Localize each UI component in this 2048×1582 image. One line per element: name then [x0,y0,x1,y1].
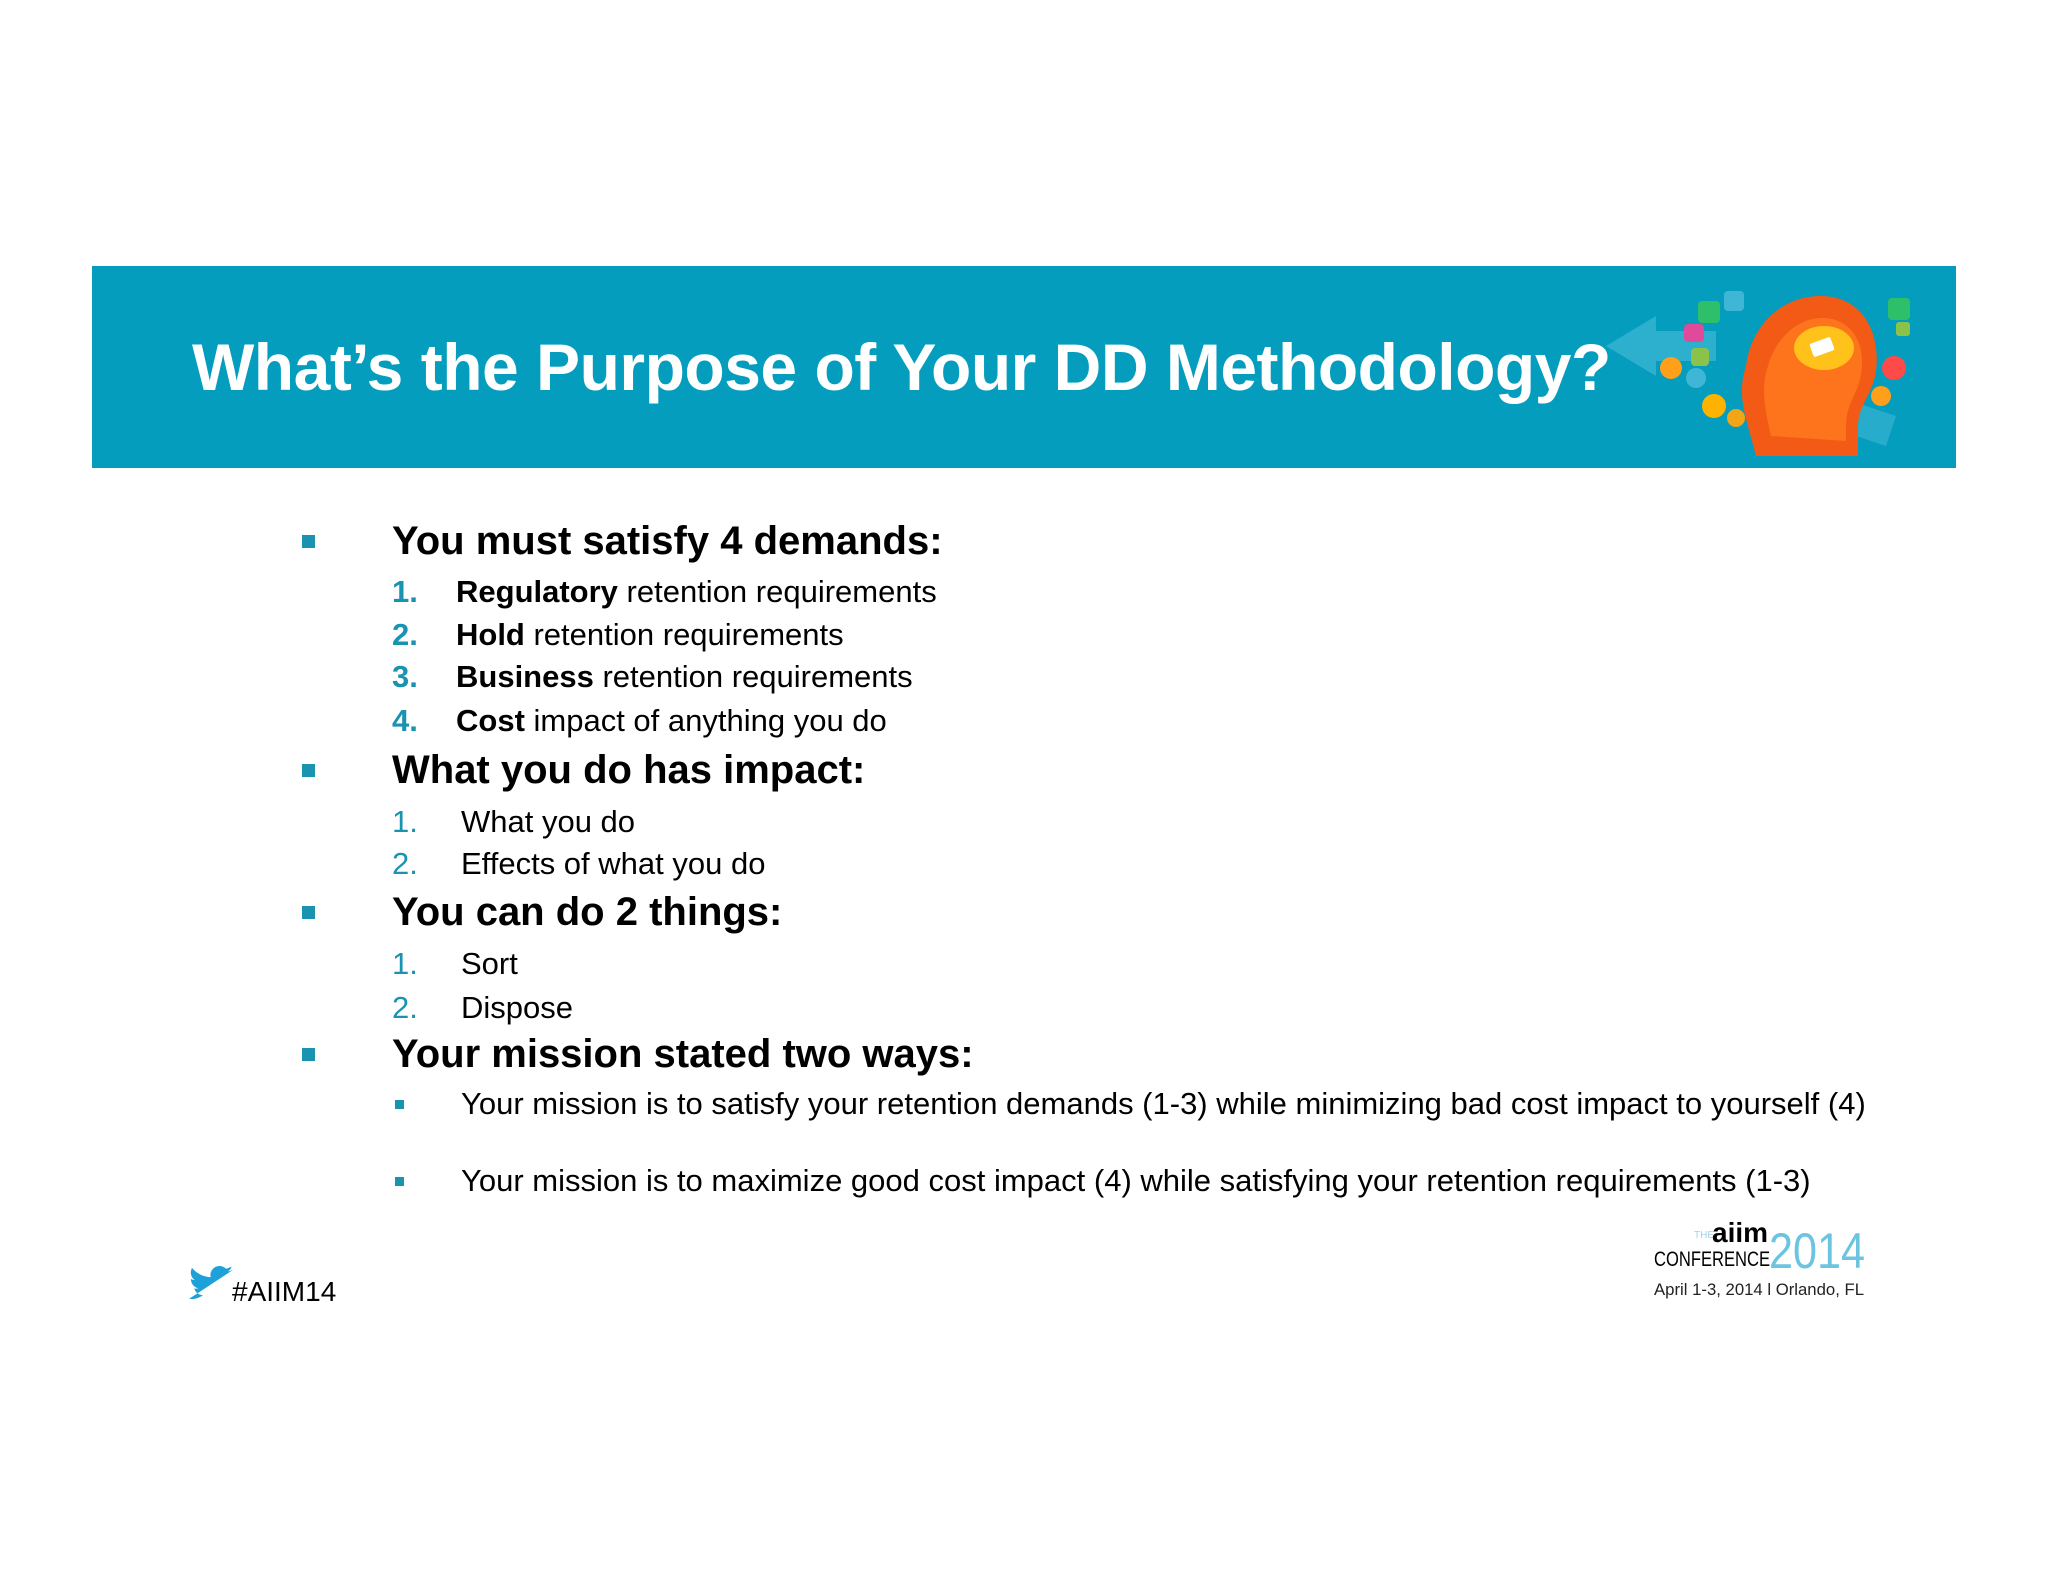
brain-head-icon [1596,276,1926,461]
list-item: What you do [461,804,636,839]
logo-brand-text: aiim [1712,1217,1769,1248]
slide-title: What’s the Purpose of Your DD Methodology? [192,330,1611,404]
list-number: 3. [392,659,418,694]
list-number: 1. [392,804,418,839]
aiim-conference-logo [1652,1217,1866,1302]
section-heading: What you do has impact: [392,748,866,792]
list-item: Effects of what you do [461,846,766,881]
list-number: 4. [392,703,418,738]
sub-bullet-icon [395,1100,404,1109]
list-item: Your mission is to satisfy your retention demands (1-3) while minimizing bad cost impact to yourself (4) [461,1086,1866,1121]
bullet-icon [302,906,315,919]
bullet-icon [302,1048,315,1061]
title-banner [92,266,1956,468]
list-item: Hold retention requirements [456,617,844,652]
list-number: 1. [392,574,418,609]
list-number: 1. [392,946,418,981]
section-heading: Your mission stated two ways: [392,1032,974,1076]
twitter-bird-icon [188,1268,234,1302]
list-item: Cost impact of anything you do [456,703,887,738]
logo-conference-text: CONFERENCE [1654,1248,1770,1271]
list-item: Dispose [461,990,573,1025]
list-number: 2. [392,990,418,1025]
bullet-icon [302,535,315,548]
conference-dates: April 1-3, 2014 l Orlando, FL [1654,1280,1864,1299]
list-item: Business retention requirements [456,659,913,694]
list-number: 2. [392,617,418,652]
section-heading: You must satisfy 4 demands: [392,519,943,563]
list-item: Regulatory retention requirements [456,574,937,609]
logo-the-text: THE [1694,1230,1714,1241]
list-item: Your mission is to maximize good cost impact (4) while satisfying your retention requirements (1-3) [461,1163,1811,1198]
logo-year-text: 2014 [1769,1223,1865,1279]
sub-bullet-icon [395,1177,404,1186]
list-number: 2. [392,846,418,881]
twitter-hashtag: #AIIM14 [232,1276,337,1307]
section-heading: You can do 2 things: [392,890,783,934]
list-item: Sort [461,946,518,981]
bullet-icon [302,764,315,777]
